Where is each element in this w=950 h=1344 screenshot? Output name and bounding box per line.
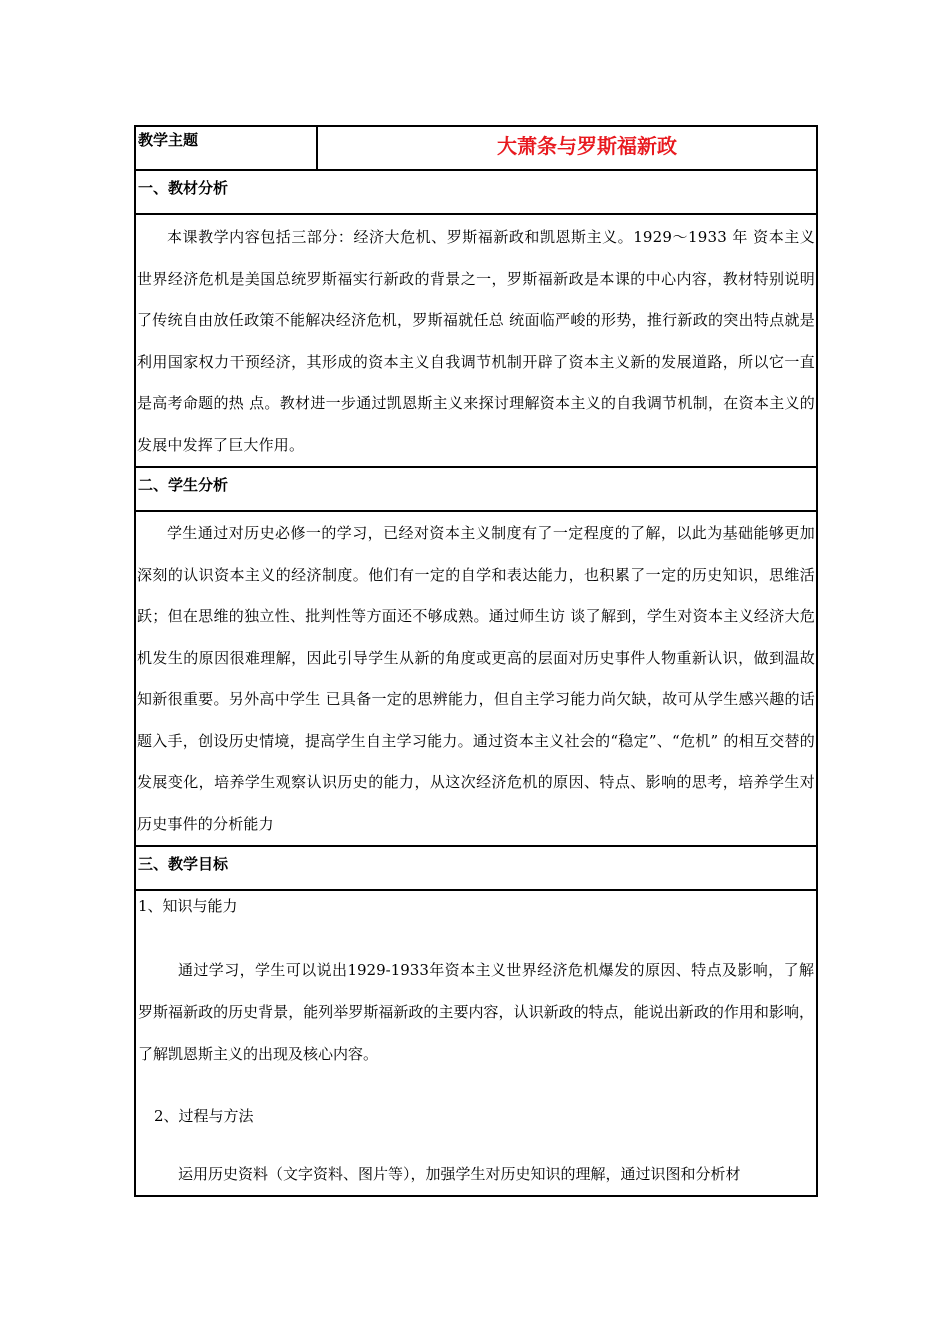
students-heading-row bbox=[135, 467, 817, 511]
objective-2-text: 运用历史资料（文字资料、图片等），加强学生对历史知识的理解，通过识图和分析材 bbox=[178, 1165, 741, 1183]
topic-row bbox=[135, 126, 817, 170]
students-body-row bbox=[135, 511, 817, 846]
textbook-paragraph: 本课教学内容包括三部分：经济大危机、罗斯福新政和凯恩斯主义。1929～1933 年 资本主义世界经济危机是美国总统罗斯福实行新政的背景之一，罗斯福新政是本课的中心内容，教材特别说明了传统自由放任政策不能解决经济危机，罗斯福就任总 统面临严峻的形势，推行新政的突出特点就是利用国家权力干预经济，其形成的资本主义自我调节机制开辟了资本主义新的发展道路，所以它一直是高考命题的热 点。教材进一步通过凯恩斯主义来探讨理解资本主义的自我调节机制，在资本主义的发展中发挥了巨大作用。 bbox=[137, 228, 815, 454]
objectives-body-row bbox=[135, 890, 817, 1196]
objectives-heading: 三、教学目标 bbox=[135, 846, 817, 890]
topic-label: 教学主题 bbox=[135, 126, 317, 170]
students-heading: 二、学生分析 bbox=[135, 467, 817, 511]
objective-1-title: 1、知识与能力 bbox=[138, 897, 238, 915]
lesson-plan-table bbox=[134, 125, 818, 1197]
page-title: 大萧条与罗斯福新政 bbox=[317, 126, 817, 170]
textbook-heading-row bbox=[135, 170, 817, 214]
objectives-heading-row bbox=[135, 846, 817, 890]
objective-2-title: 2、过程与方法 bbox=[154, 1107, 254, 1125]
students-paragraph: 学生通过对历史必修一的学习，已经对资本主义制度有了一定程度的了解，以此为基础能够更加 深刻的认识资本主义的经济制度。他们有一定的自学和表达能力，也积累了一定的历史知识，思维活跃；但在思维的独立性、批判性等方面还不够成熟。通过师生访 谈了解到，学生对资本主义经济大危机发生的原因很难理解，因此引导学生从新的角度或更高的层面对历史事件人物重新认识，做到温故知新很重要。另外高中学生 已具备一定的思辨能力，但自主学习能力尚欠缺，故可从学生感兴趣的话题入手，创设历史情境，提高学生自主学习能力。通过资本主义社会的“稳定”、“危机” 的相互交替的发展变化，培养学生观察认识历史的能力，从这次经济危机的原因、特点、影响的思考，培养学生对历史事件的分析能力 bbox=[137, 524, 815, 833]
textbook-body-row bbox=[135, 214, 817, 467]
textbook-heading: 一、教材分析 bbox=[135, 170, 817, 214]
objective-1-text: 通过学习，学生可以说出1929-1933年资本主义世界经济危机爆发的原因、特点及影响，了解罗斯福新政的历史背景，能列举罗斯福新政的主要内容，认识新政的特点，能说出新政的作用和影响，了解凯恩斯主义的出现及核心内容。 bbox=[138, 961, 814, 1063]
